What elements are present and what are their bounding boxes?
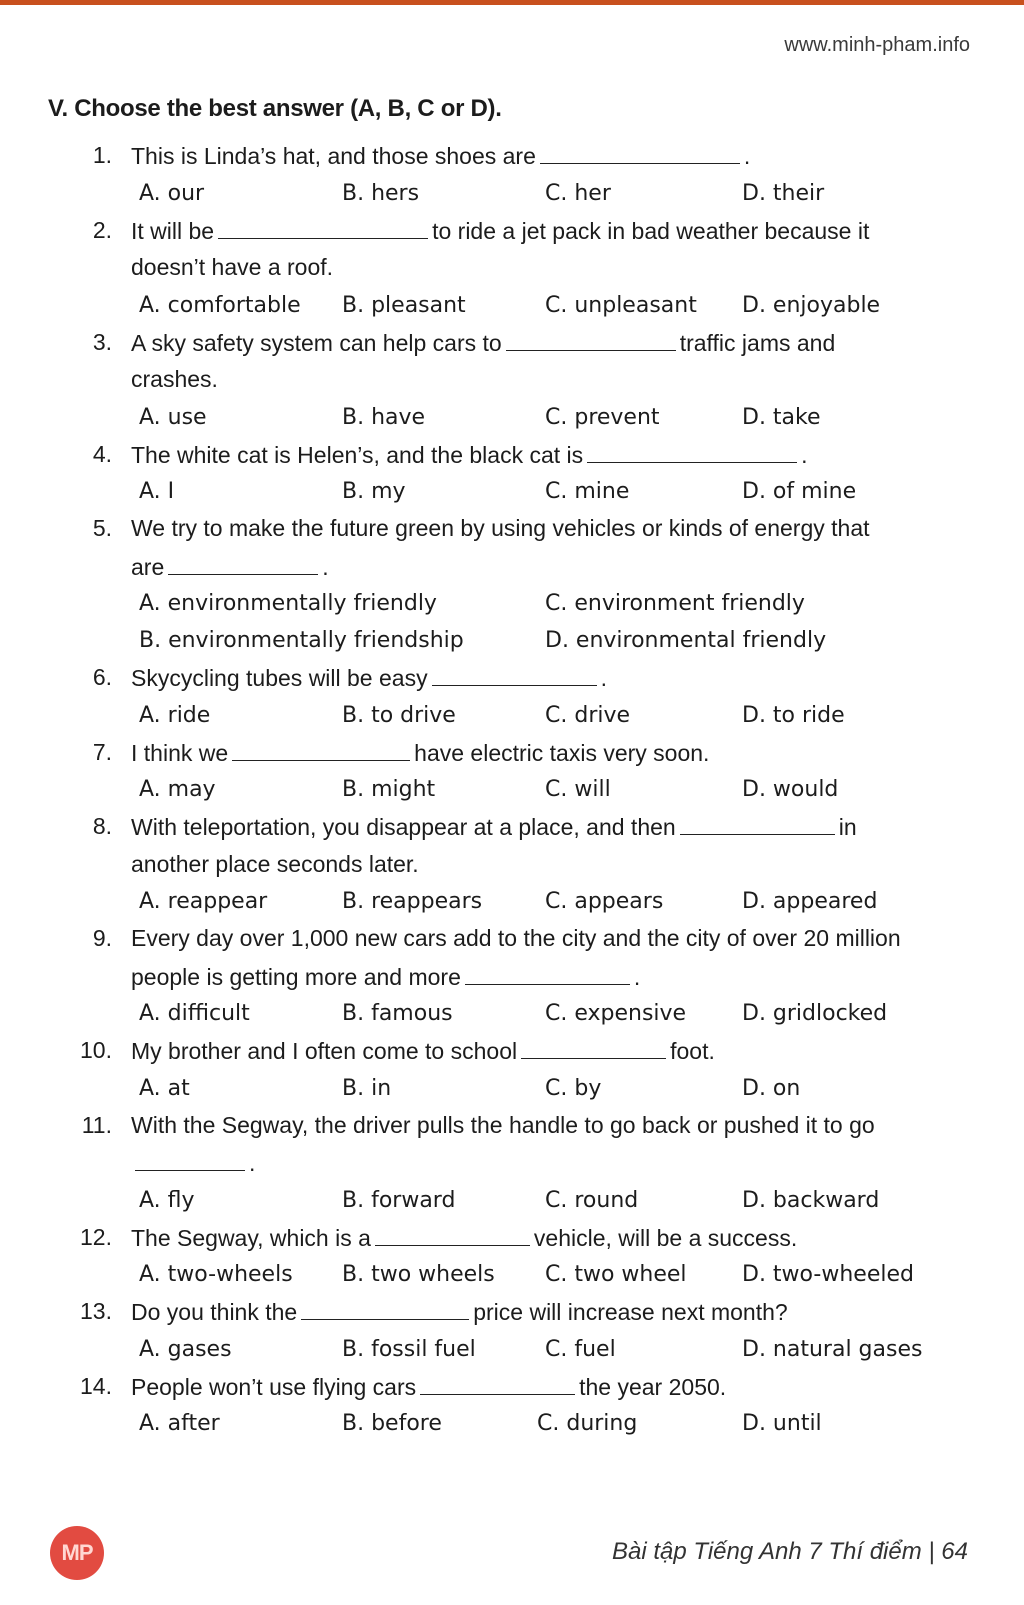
question-number: 7. bbox=[92, 738, 112, 765]
answer-option[interactable]: C. her bbox=[545, 180, 611, 206]
question-line bbox=[0, 1293, 1024, 1331]
question-text: Skycycling tubes will be easy bbox=[131, 665, 428, 691]
question-text: This is Linda’s hat, and those shoes are bbox=[131, 143, 536, 169]
question-text: people is getting more and more bbox=[131, 963, 461, 990]
question-number: 10. bbox=[80, 1037, 112, 1063]
answer-option[interactable]: D. backward bbox=[742, 1187, 880, 1213]
question-line bbox=[0, 436, 1024, 474]
question-text: have electric taxis very soon. bbox=[414, 739, 710, 766]
question-item bbox=[0, 734, 1024, 809]
question-text: price will increase next month? bbox=[473, 1299, 788, 1325]
question-text: I think we bbox=[131, 739, 229, 766]
answer-option[interactable]: D. their bbox=[742, 180, 825, 206]
question-text: My brother and I often come to school bbox=[131, 1038, 518, 1064]
options-row bbox=[0, 697, 1024, 734]
answer-option[interactable]: B. to drive bbox=[342, 702, 456, 728]
answer-blank[interactable] bbox=[218, 212, 428, 239]
options-row bbox=[0, 1331, 1024, 1368]
question-number: 9. bbox=[92, 925, 112, 951]
question-number: 2. bbox=[92, 216, 112, 243]
answer-option[interactable]: A. two-wheels bbox=[139, 1262, 293, 1287]
question-line bbox=[0, 1368, 1024, 1406]
answer-blank[interactable] bbox=[521, 1032, 666, 1059]
options-row bbox=[0, 175, 1024, 212]
answer-option[interactable]: B. reappears bbox=[342, 889, 483, 914]
answer-option[interactable]: A. reappear bbox=[139, 889, 268, 914]
question-item bbox=[0, 137, 1024, 212]
options-row bbox=[0, 1405, 1024, 1442]
answer-option[interactable]: B. before bbox=[342, 1411, 442, 1436]
answer-blank[interactable] bbox=[680, 808, 835, 835]
answer-option[interactable]: C. by bbox=[545, 1075, 602, 1101]
answer-option[interactable]: A. may bbox=[139, 777, 216, 802]
question-text: Every day over 1,000 new cars add to the city and the city of over 20 million bbox=[131, 925, 901, 951]
question-line bbox=[0, 1032, 1024, 1070]
answer-option[interactable]: A. fly bbox=[139, 1187, 195, 1213]
question-line bbox=[0, 958, 1024, 996]
answer-option[interactable]: A. I bbox=[139, 479, 175, 504]
question-item bbox=[0, 659, 1024, 734]
question-text: traffic jams and bbox=[679, 329, 836, 356]
question-text: another place seconds later. bbox=[131, 850, 419, 877]
answer-option[interactable]: A. our bbox=[139, 180, 205, 206]
question-number: 8. bbox=[92, 813, 112, 839]
question-line bbox=[0, 1144, 1024, 1182]
answer-option[interactable]: C. prevent bbox=[545, 404, 660, 430]
answer-option[interactable]: D. natural gases bbox=[742, 1336, 923, 1362]
question-number: 11. bbox=[81, 1111, 112, 1138]
answer-option[interactable]: B. hers bbox=[342, 180, 420, 206]
answer-option[interactable]: C. round bbox=[545, 1187, 639, 1213]
answer-option[interactable]: D. to ride bbox=[742, 702, 845, 728]
answer-option[interactable]: B. have bbox=[342, 404, 426, 430]
question-number: 12. bbox=[80, 1223, 112, 1250]
question-line bbox=[0, 324, 1024, 362]
answer-option[interactable]: D. of mine bbox=[742, 479, 857, 504]
question-text: . bbox=[633, 963, 641, 990]
question-text: crashes. bbox=[131, 366, 218, 392]
answer-option[interactable]: D. environmental friendly bbox=[545, 628, 827, 653]
answer-blank[interactable] bbox=[432, 659, 597, 686]
answer-blank[interactable] bbox=[135, 1144, 245, 1171]
question-text: are bbox=[131, 553, 165, 580]
question-line bbox=[0, 734, 1024, 772]
question-number: 6. bbox=[92, 664, 112, 690]
answer-option[interactable]: C. two wheel bbox=[545, 1262, 687, 1287]
question-line bbox=[0, 249, 1024, 287]
question-text: With the Segway, the driver pulls the handle to go back or pushed it to go bbox=[131, 1111, 875, 1138]
answer-option[interactable]: D. would bbox=[742, 777, 839, 802]
publisher-logo: MP bbox=[50, 1526, 104, 1580]
answer-option[interactable]: B. my bbox=[342, 479, 406, 504]
options-row bbox=[0, 771, 1024, 808]
question-text: . bbox=[322, 553, 329, 580]
answer-blank[interactable] bbox=[232, 734, 410, 761]
question-item bbox=[0, 1107, 1024, 1219]
options-row bbox=[0, 1070, 1024, 1107]
question-line bbox=[0, 548, 1024, 586]
question-number: 13. bbox=[80, 1298, 112, 1324]
answer-option[interactable]: D. enjoyable bbox=[742, 292, 881, 318]
question-item bbox=[0, 436, 1024, 511]
question-item bbox=[0, 510, 1024, 659]
section-title: V. Choose the best answer (A, B, C or D). bbox=[48, 95, 502, 122]
question-text: the year 2050. bbox=[579, 1373, 727, 1400]
question-number: 4. bbox=[92, 440, 112, 467]
question-line bbox=[0, 1219, 1024, 1257]
top-accent-bar bbox=[0, 0, 1024, 5]
options-row bbox=[0, 883, 1024, 920]
question-text: vehicle, will be a success. bbox=[533, 1224, 798, 1251]
question-text: in bbox=[838, 814, 857, 840]
answer-blank[interactable] bbox=[420, 1368, 575, 1395]
question-line bbox=[0, 212, 1024, 250]
answer-option[interactable]: A. difficult bbox=[139, 1001, 250, 1026]
answer-option[interactable]: D. appeared bbox=[742, 889, 878, 914]
question-text: We try to make the future green by using vehicles or kinds of energy that bbox=[131, 515, 870, 541]
question-text: . bbox=[743, 143, 751, 169]
answer-option[interactable]: A. comfortable bbox=[139, 292, 301, 318]
answer-option[interactable]: C. will bbox=[545, 777, 611, 802]
options-row bbox=[0, 1182, 1024, 1219]
question-text: . bbox=[801, 441, 808, 468]
answer-option[interactable]: D. until bbox=[742, 1411, 822, 1436]
options-row bbox=[0, 995, 1024, 1032]
question-number: 1. bbox=[92, 142, 112, 168]
options-row bbox=[0, 622, 1024, 659]
question-line bbox=[0, 1107, 1024, 1145]
answer-option[interactable]: A. environmentally friendly bbox=[139, 591, 437, 616]
question-item bbox=[0, 1368, 1024, 1443]
question-text: Do you think the bbox=[131, 1299, 298, 1325]
answer-blank[interactable] bbox=[506, 324, 676, 351]
answer-option[interactable]: B. two wheels bbox=[342, 1262, 495, 1287]
answer-option[interactable]: D. take bbox=[742, 404, 821, 430]
question-item bbox=[0, 1219, 1024, 1294]
question-text: doesn’t have a roof. bbox=[131, 254, 334, 280]
answer-option[interactable]: C. during bbox=[537, 1411, 638, 1436]
footer-page-label: Bài tập Tiếng Anh 7 Thí điểm | 64 bbox=[611, 1538, 968, 1565]
answer-option[interactable]: A. use bbox=[139, 404, 207, 430]
question-text: It will be bbox=[131, 217, 215, 244]
answer-blank[interactable] bbox=[465, 958, 630, 985]
question-text: People won’t use flying cars bbox=[131, 1373, 417, 1400]
question-item bbox=[0, 1293, 1024, 1368]
answer-option[interactable]: C. fuel bbox=[545, 1336, 616, 1362]
question-item bbox=[0, 212, 1024, 324]
options-row bbox=[0, 585, 1024, 622]
question-line bbox=[0, 846, 1024, 884]
question-text: . bbox=[600, 665, 607, 691]
options-row bbox=[0, 399, 1024, 436]
question-list bbox=[0, 137, 1024, 1442]
answer-option[interactable]: B. fossil fuel bbox=[342, 1336, 476, 1362]
answer-blank[interactable] bbox=[301, 1293, 469, 1320]
answer-option[interactable]: B. environmentally friendship bbox=[139, 628, 464, 653]
answer-option[interactable]: C. expensive bbox=[545, 1001, 687, 1026]
answer-blank[interactable] bbox=[375, 1219, 530, 1246]
question-text: . bbox=[249, 1150, 256, 1176]
answer-option[interactable]: A. after bbox=[139, 1411, 220, 1436]
question-text: With teleportation, you disappear at a place, and then bbox=[131, 814, 676, 840]
answer-option[interactable]: B. famous bbox=[342, 1001, 453, 1026]
question-line bbox=[0, 659, 1024, 697]
answer-blank[interactable] bbox=[168, 548, 318, 575]
options-row bbox=[0, 1256, 1024, 1293]
answer-blank[interactable] bbox=[587, 436, 797, 463]
question-item bbox=[0, 808, 1024, 920]
answer-option[interactable]: C. drive bbox=[545, 702, 631, 728]
answer-option[interactable]: A. at bbox=[139, 1075, 190, 1101]
site-url: www.minh-pham.info bbox=[784, 34, 970, 56]
answer-blank[interactable] bbox=[540, 137, 740, 164]
answer-option[interactable]: C. mine bbox=[545, 479, 630, 504]
answer-option[interactable]: A. ride bbox=[139, 702, 211, 728]
options-row bbox=[0, 473, 1024, 510]
answer-option[interactable]: D. two-wheeled bbox=[742, 1262, 914, 1287]
answer-option[interactable]: D. on bbox=[742, 1075, 801, 1101]
question-line bbox=[0, 920, 1024, 958]
answer-option[interactable]: D. gridlocked bbox=[742, 1001, 888, 1026]
answer-option[interactable]: B. might bbox=[342, 777, 436, 802]
question-line bbox=[0, 510, 1024, 548]
question-line bbox=[0, 808, 1024, 846]
answer-option[interactable]: B. in bbox=[342, 1075, 392, 1101]
question-number: 5. bbox=[92, 515, 112, 541]
question-item bbox=[0, 324, 1024, 436]
question-text: to ride a jet pack in bad weather because it bbox=[432, 217, 870, 244]
question-line bbox=[0, 137, 1024, 175]
answer-option[interactable]: B. forward bbox=[342, 1187, 456, 1213]
answer-option[interactable]: C. environment friendly bbox=[545, 591, 805, 616]
answer-option[interactable]: C. appears bbox=[545, 889, 664, 914]
question-text: A sky safety system can help cars to bbox=[131, 329, 502, 356]
question-item bbox=[0, 1032, 1024, 1107]
question-line bbox=[0, 361, 1024, 399]
question-number: 3. bbox=[92, 328, 112, 355]
question-number: 14. bbox=[80, 1372, 112, 1399]
answer-option[interactable]: A. gases bbox=[139, 1336, 232, 1362]
answer-option[interactable]: B. pleasant bbox=[342, 292, 466, 318]
question-text: The white cat is Helen’s, and the black cat is bbox=[131, 441, 584, 468]
options-row bbox=[0, 287, 1024, 324]
question-text: foot. bbox=[670, 1038, 715, 1064]
question-item bbox=[0, 920, 1024, 1032]
answer-option[interactable]: C. unpleasant bbox=[545, 292, 697, 318]
question-text: The Segway, which is a bbox=[131, 1224, 371, 1251]
